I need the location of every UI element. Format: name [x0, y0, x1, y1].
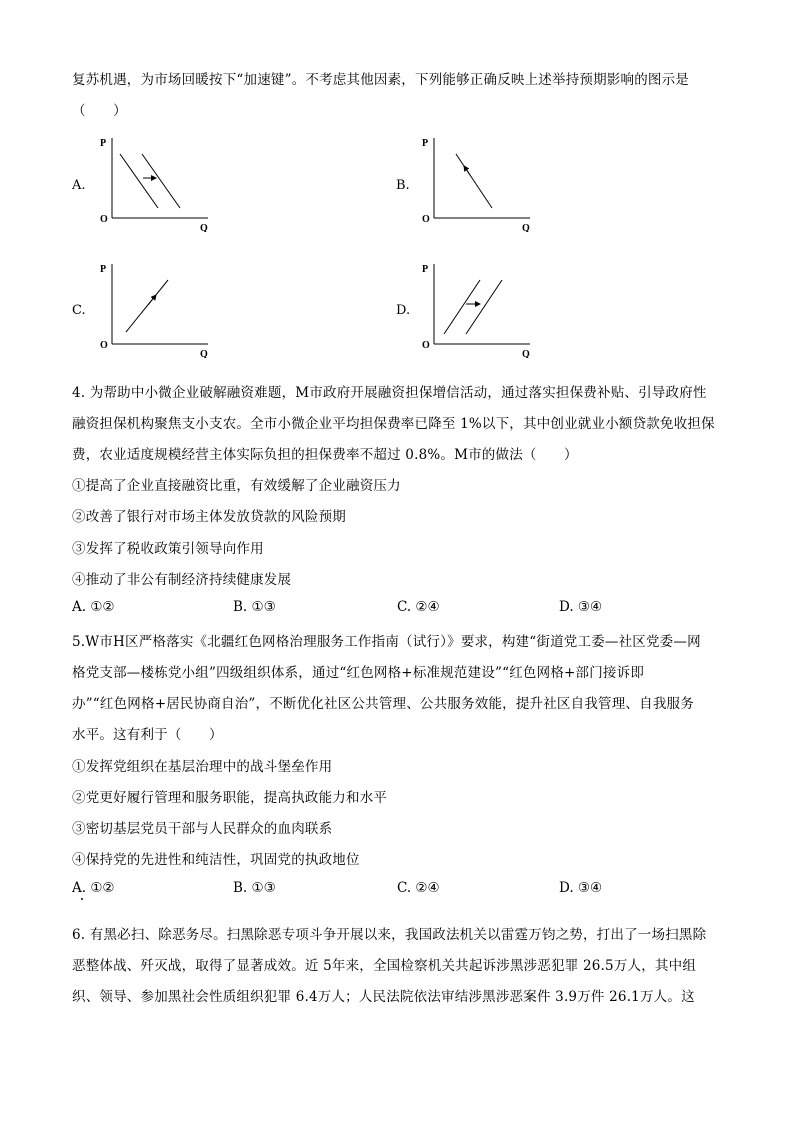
q3-option-b-label: B.	[396, 178, 410, 193]
q5-stem-line-2: 格党支部—楼栋党小组”四级组织体系，通过“红色网格+标准规范建设”“红色网格+部门接诉即	[72, 665, 645, 681]
q4-stem-line-1: 4. 为帮助中小微企业破解融资难题，M市政府开展融资担保增信活动，通过落实担保费补贴、引导政府性	[72, 385, 707, 401]
origin-label: O	[422, 214, 430, 225]
q5-answer-d: D. ③④	[559, 880, 603, 896]
q5-item-2: ②党更好履行管理和服务职能，提高执政能力和水平	[72, 790, 388, 806]
q4-answer-a: A. ①②	[72, 599, 115, 615]
x-axis-label: Q	[200, 223, 208, 232]
q3-option-a-chart	[96, 132, 216, 232]
origin-label: O	[100, 214, 108, 225]
original-curve	[444, 280, 480, 334]
q4-item-4: ④推动了非公有制经济持续健康发展	[72, 572, 292, 588]
x-axis-label: Q	[522, 223, 530, 232]
q3-stem-line-1: 复苏机遇，为市场回暖按下“加速键”。不考虑其他因素，下列能够正确反映上述举持预期影响的图示是	[72, 72, 690, 88]
q4-stem-line-2: 融资担保机构聚焦支小支农。全市小微企业平均担保费率已降至 1%以下，其中创业就业小额贷款免收担保	[72, 416, 715, 432]
x-axis-label: Q	[200, 349, 208, 358]
y-axis-label: P	[100, 264, 107, 275]
q5-stem-line-1: 5.W市H区严格落实《北疆红色网格治理服务工作指南（试行）》要求，构建“街道党工委—社区党委—网	[72, 634, 701, 650]
stray-dot	[81, 898, 83, 900]
q3-option-a-label: A.	[72, 178, 86, 193]
q4-item-1: ①提高了企业直接融资比重，有效缓解了企业融资压力	[72, 478, 401, 494]
q5-item-1: ①发挥党组织在基层治理中的战斗堡垒作用	[72, 759, 333, 775]
movement-arrow	[464, 166, 470, 175]
q6-stem-line-3: 织、领导、参加黑社会性质组织犯罪 6.4万人；人民法院依法审结涉黑涉恶案件 3.9万件 26.1万人。这	[72, 989, 695, 1005]
q3-option-d-chart	[418, 258, 538, 358]
origin-label: O	[100, 340, 108, 351]
y-axis-label: P	[422, 138, 429, 149]
q6-stem-line-1: 6. 有黑必扫、除恶务尽。扫黑除恶专项斗争开展以来，我国政法机关以雷霆万钧之势，打出了一场扫黑除	[72, 927, 707, 943]
q3-option-c-chart	[96, 258, 216, 358]
shifted-curve	[466, 280, 502, 334]
y-axis-label: P	[422, 264, 429, 275]
q5-item-4: ④保持党的先进性和纯洁性，巩固党的执政地位	[72, 852, 360, 868]
curve	[126, 280, 168, 332]
q5-answer-a: A. ①②	[72, 880, 115, 896]
q5-stem-line-3: 办”“红色网格+居民协商自治”，不断优化社区公共管理、公共服务效能，提升社区自我管理、自我服务	[72, 696, 694, 712]
q6-stem-line-2: 恶整体战、歼灭战，取得了显著成效。近 5年来，全国检察机关共起诉涉黑涉恶犯罪 26.5万人，其中组	[72, 958, 697, 974]
q4-item-3: ③发挥了税收政策引领导向作用	[72, 541, 264, 557]
q5-answer-b: B. ①③	[233, 880, 276, 896]
x-axis-label: Q	[522, 349, 530, 358]
q5-stem-line-4: 水平。这有利于（ ）	[72, 727, 223, 743]
q4-answer-c: C. ②④	[397, 599, 440, 615]
curve	[456, 154, 492, 208]
q5-answer-c: C. ②④	[397, 880, 440, 896]
q4-stem-line-3: 费，农业适度规模经营主体实际负担的担保费率不超过 0.8%。M市的做法（ ）	[72, 447, 578, 463]
q5-item-3: ③密切基层党员干部与人民群众的血肉联系	[72, 821, 333, 837]
q3-option-c-label: C.	[72, 303, 86, 318]
y-axis-label: P	[100, 138, 107, 149]
q3-option-d-label: D.	[396, 303, 411, 318]
movement-arrow	[148, 295, 156, 305]
q4-answer-b: B. ①③	[233, 599, 276, 615]
q3-option-b-chart	[418, 132, 538, 232]
q3-stem-line-2: （ ）	[72, 103, 127, 119]
q4-item-2: ②改善了银行对市场主体发放贷款的风险预期	[72, 509, 346, 525]
q4-answer-d: D. ③④	[559, 599, 603, 615]
original-curve	[120, 154, 158, 208]
shifted-curve	[142, 154, 180, 208]
origin-label: O	[422, 340, 430, 351]
